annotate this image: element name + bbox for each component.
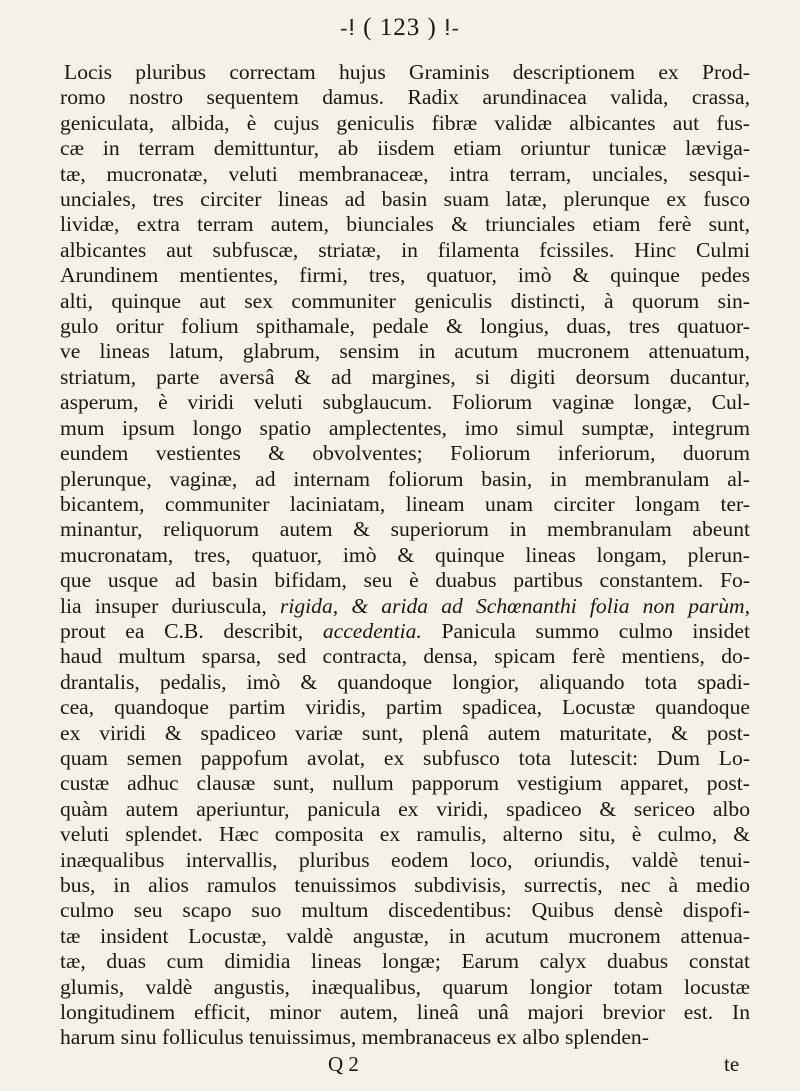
text-line: inæqualibus intervallis, pluribus eodem loco, oriundis, valdè tenui- — [60, 847, 750, 872]
text-line: eundem vestientes & obvolventes; Foliorum inferiorum, duorum — [60, 441, 750, 466]
signature-mark: Q 2 — [328, 1052, 359, 1076]
text-line: minantur, reliquorum autem & superiorum in membranulam abeunt — [60, 517, 750, 542]
text-line: harum sinu folliculus tenuissimus, membranaceus ex albo splenden- — [60, 1025, 649, 1050]
text-line: mum ipsum longo spatio amplectentes, imo simul sumptæ, integrum — [60, 415, 750, 440]
text-line: tæ, duas cum dimidia lineas longæ; Earum calyx duabus constat — [60, 949, 750, 974]
body-text — [60, 60, 750, 1051]
text-line: tæ, mucronatæ, veluti membranaceæ, intra terram, unciales, sesqui- — [60, 161, 750, 186]
catchword: te — [724, 1052, 740, 1076]
page-header — [0, 14, 800, 42]
text-line: gulo oritur folium spithamale, pedale & longius, duas, tres quatuor- — [60, 314, 750, 339]
text-line: quam semen pappofum avolat, ex subfusco tota lutescit: Dum Lo- — [60, 745, 750, 770]
text-line: lia insuper duriuscula, rigida, & arida ad Schœnanthi folia non parùm, — [60, 593, 751, 618]
text-line: cea, quandoque partim viridis, partim spadicea, Locustæ quandoque — [60, 695, 750, 720]
text-line: que usque ad basin bifidam, seu è duabus partibus constantem. Fo- — [60, 568, 750, 593]
italic-text: rigida, & arida ad Schœnanthi folia non parùm, — [279, 593, 751, 618]
text-line: striatum, parte aversâ & ad margines, si digiti deorsum ducantur, — [60, 364, 750, 389]
text-line: mucronatam, tres, quatuor, imò & quinque lineas longam, plerun- — [60, 542, 750, 567]
text-line: cæ in terram demittuntur, ab iisdem etiam oriuntur tunicæ læviga- — [60, 136, 750, 161]
text-line: alti, quinque aut sex communiter geniculis distincti, à quorum sin- — [60, 288, 750, 313]
text-line: longitudinem efficit, minor autem, lineâ unâ majori brevior est. In — [60, 1000, 750, 1025]
text-line: custæ adhuc clausæ sunt, nullum papporum vestigium apparet, post- — [60, 771, 750, 796]
text-line: glumis, valdè angustis, inæqualibus, quarum longior totam locustæ — [60, 974, 750, 999]
text-line: quàm autem aperiuntur, panicula ex viridi, spadiceo & sericeo albo — [60, 796, 750, 821]
text-line: lividæ, extra terram autem, biunciales & triunciales etiam ferè sunt, — [60, 212, 750, 237]
text-line: haud multum sparsa, sed contracta, densa, spicam ferè mentiens, do- — [60, 644, 750, 669]
page-number: ( 123 ) — [363, 14, 437, 41]
text-line: romo nostro sequentem damus. Radix arundinacea valida, crassa, — [60, 85, 750, 110]
text-line: plerunque, vaginæ, ad internam foliorum basin, in membranulam al- — [60, 466, 750, 491]
text-line: Arundinem mentientes, firmi, tres, quatuor, imò & quinque pedes — [60, 263, 750, 288]
text-line: bus, in alios ramulos tenuissimos subdivisis, surrectis, nec à medio — [60, 873, 750, 897]
text-line: bicantem, communiter laciniatam, lineam unam circiter longam ter- — [60, 491, 750, 516]
text-line: geniculata, albida, è cujus geniculis fibræ validæ albicantes aut fus- — [60, 110, 750, 135]
text-line: prout ea C.B. describit, accedentia. Panicula summo culmo insidet — [60, 618, 751, 643]
text-line: Locis pluribus correctam hujus Graminis descriptionem ex Prod- — [64, 60, 750, 84]
left-ornament-icon: -ⵑ — [340, 15, 356, 40]
text-line: ex viridi & spadiceo variæ sunt, plenâ autem maturitate, & post- — [60, 720, 750, 745]
text-line: unciales, tres circiter lineas ad basin suam latæ, plerunque ex fusco — [60, 187, 750, 212]
italic-text: accedentia. — [322, 618, 422, 643]
right-ornament-icon: ⵑ- — [444, 15, 460, 40]
text-line: asperum, è viridi veluti subglaucum. Foliorum vaginæ longæ, Cul- — [60, 390, 750, 415]
text-line: tæ insident Locustæ, valdè angustæ, in acutum mucronem attenua- — [60, 923, 750, 948]
text-line: ve lineas latum, glabrum, sensim in acutum mucronem attenuatum, — [60, 339, 750, 364]
text-line: drantalis, pedalis, imò & quandoque longior, aliquando tota spadi- — [60, 669, 750, 694]
text-line: veluti splendet. Hæc composita ex ramulis, alterno situ, è culmo, & — [60, 822, 750, 847]
text-line: albicantes aut subfuscæ, striatæ, in filamenta fcissiles. Hinc Culmi — [60, 237, 750, 262]
text-line: culmo seu scapo suo multum discedentibus: Quibus densè dispofi- — [60, 898, 750, 923]
